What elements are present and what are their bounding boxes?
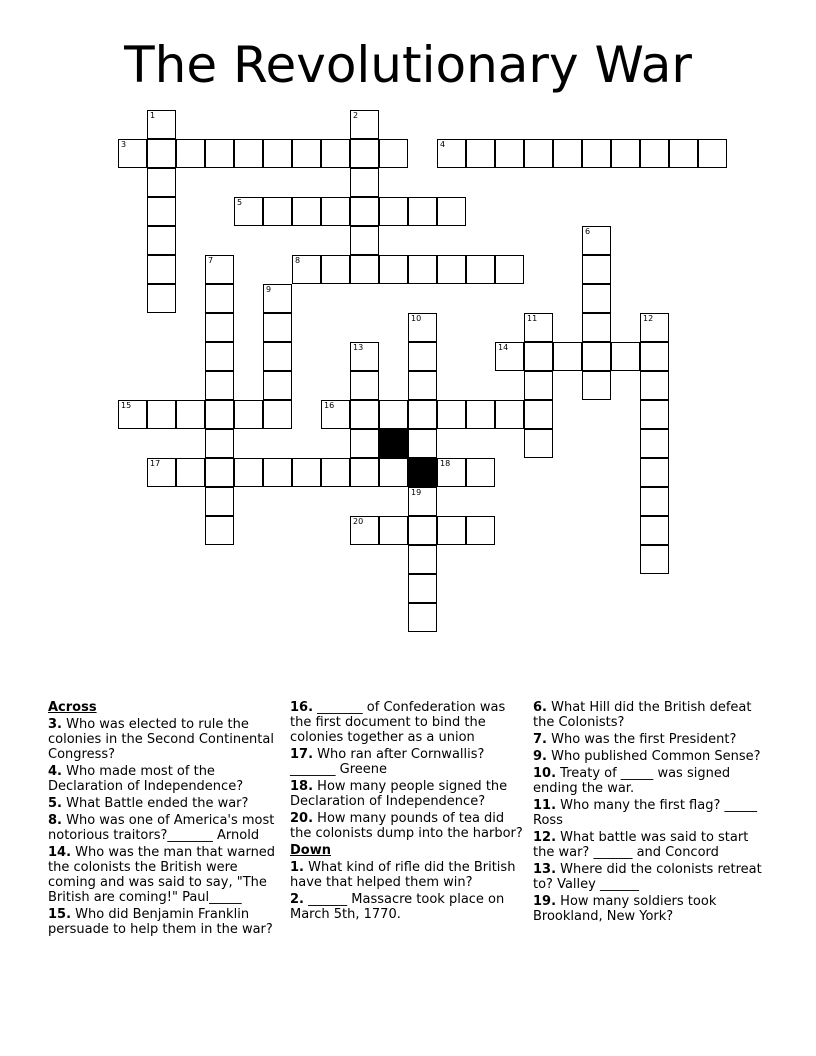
clue-item-text: Treaty of _____ was signed ending the war. <box>533 766 731 796</box>
grid-cell[interactable] <box>495 139 524 168</box>
grid-cell[interactable] <box>350 458 379 487</box>
grid-cell[interactable] <box>379 197 408 226</box>
grid-cell[interactable] <box>147 284 176 313</box>
clue-item <box>290 779 526 809</box>
clue-number: 13 <box>353 343 364 352</box>
grid-cell[interactable] <box>350 197 379 226</box>
grid-cell[interactable] <box>147 110 176 139</box>
grid-cell[interactable] <box>234 197 263 226</box>
clue-item-number: 2. <box>290 892 304 907</box>
grid-cell[interactable] <box>640 342 669 371</box>
grid-cell[interactable] <box>640 516 669 545</box>
clue-number: 8 <box>295 256 301 265</box>
clue-item <box>533 732 769 747</box>
clue-item-number: 5. <box>48 796 62 811</box>
clue-item-number: 9. <box>533 749 547 764</box>
grid-cell[interactable] <box>263 400 292 429</box>
grid-cell[interactable] <box>263 284 292 313</box>
clue-item-number: 10. <box>533 766 557 781</box>
clue-item <box>533 798 769 828</box>
clue-number: 3 <box>121 140 127 149</box>
clue-item-number: 18. <box>290 779 314 794</box>
clue-item-text: Who was the first President? <box>551 732 737 747</box>
grid-cell[interactable] <box>176 458 205 487</box>
grid-cell[interactable] <box>292 139 321 168</box>
black-square <box>379 429 408 458</box>
grid-cell[interactable] <box>408 545 437 574</box>
grid-cell[interactable] <box>524 342 553 371</box>
grid-cell[interactable] <box>263 458 292 487</box>
grid-cell[interactable] <box>263 313 292 342</box>
grid-cell[interactable] <box>582 342 611 371</box>
grid-cell[interactable] <box>321 400 350 429</box>
grid-cell[interactable] <box>524 429 553 458</box>
grid-cell[interactable] <box>640 139 669 168</box>
grid-cell[interactable] <box>292 458 321 487</box>
grid-cell[interactable] <box>350 255 379 284</box>
grid-cell[interactable] <box>147 255 176 284</box>
grid-cell[interactable] <box>582 139 611 168</box>
clue-item-text: How many pounds of tea did the colonists dump into the harbor? <box>290 811 523 841</box>
grid-cell[interactable] <box>350 371 379 400</box>
grid-cell[interactable] <box>495 342 524 371</box>
clue-number: 16 <box>324 401 335 410</box>
clue-item <box>290 700 526 745</box>
grid-cell[interactable] <box>466 255 495 284</box>
clue-number: 19 <box>411 488 422 497</box>
grid-cell[interactable] <box>640 313 669 342</box>
clues-column-3 <box>533 700 769 926</box>
clue-item-text: What Hill did the British defeat the Colonists? <box>533 700 752 730</box>
clue-item <box>48 764 284 794</box>
clue-item-number: 15. <box>48 907 72 922</box>
grid-cell[interactable] <box>640 429 669 458</box>
grid-cell[interactable] <box>205 487 234 516</box>
grid-cell[interactable] <box>408 342 437 371</box>
clue-number: 12 <box>643 314 654 323</box>
grid-cell[interactable] <box>553 342 582 371</box>
clue-number: 1 <box>150 111 156 120</box>
grid-cell[interactable] <box>234 400 263 429</box>
clue-item <box>48 845 284 905</box>
grid-cell[interactable] <box>640 371 669 400</box>
grid-cell[interactable] <box>263 139 292 168</box>
clue-item-text: Who was one of America's most notorious traitors?_______ Arnold <box>48 813 275 843</box>
clue-item <box>290 811 526 841</box>
clue-item <box>48 717 284 762</box>
clue-item <box>533 766 769 796</box>
grid-cell[interactable] <box>147 458 176 487</box>
grid-cell[interactable] <box>292 197 321 226</box>
grid-cell[interactable] <box>437 197 466 226</box>
grid-cell[interactable] <box>408 371 437 400</box>
grid-cell[interactable] <box>176 400 205 429</box>
clue-item <box>290 747 526 777</box>
grid-cell[interactable] <box>466 458 495 487</box>
grid-cell[interactable] <box>437 458 466 487</box>
grid-cell[interactable] <box>524 400 553 429</box>
grid-cell[interactable] <box>205 458 234 487</box>
clue-item <box>533 749 769 764</box>
clue-item <box>533 830 769 860</box>
clue-item-text: Who made most of the Declaration of Independence? <box>48 764 244 794</box>
grid-cell[interactable] <box>321 458 350 487</box>
clue-item <box>533 894 769 924</box>
grid-cell[interactable] <box>205 342 234 371</box>
grid-cell[interactable] <box>553 139 582 168</box>
grid-cell[interactable] <box>205 313 234 342</box>
grid-cell[interactable] <box>176 139 205 168</box>
grid-cell[interactable] <box>205 139 234 168</box>
clue-item-text: Who was the man that warned the colonists the British were coming and was said to say, "The British are coming!" Paul_____ <box>48 845 276 905</box>
puzzle-title: The Revolutionary War <box>124 36 692 94</box>
clue-number: 2 <box>353 111 359 120</box>
grid-cell[interactable] <box>408 429 437 458</box>
clue-item-text: Who ran after Cornwallis? _______ Greene <box>290 747 485 777</box>
clue-item-text: What kind of rifle did the British have that helped them win? <box>290 860 516 890</box>
clue-number: 6 <box>585 227 591 236</box>
clue-item-number: 7. <box>533 732 547 747</box>
grid-cell[interactable] <box>466 400 495 429</box>
grid-cell[interactable] <box>495 255 524 284</box>
clue-item <box>290 892 526 922</box>
clue-number: 20 <box>353 517 364 526</box>
grid-cell[interactable] <box>205 400 234 429</box>
grid-cell[interactable] <box>611 139 640 168</box>
grid-cell[interactable] <box>640 487 669 516</box>
grid-cell[interactable] <box>234 139 263 168</box>
grid-cell[interactable] <box>350 516 379 545</box>
clue-item <box>48 813 284 843</box>
grid-cell[interactable] <box>582 284 611 313</box>
clue-item-text: Who many the first flag? _____ Ross <box>533 798 757 828</box>
clue-number: 4 <box>440 140 446 149</box>
grid-cell[interactable] <box>234 458 263 487</box>
grid-cell[interactable] <box>582 255 611 284</box>
grid-cell[interactable] <box>147 400 176 429</box>
grid-cell[interactable] <box>437 255 466 284</box>
clue-item-number: 11. <box>533 798 557 813</box>
clue-item-text: How many people signed the Declaration of Independence? <box>290 779 508 809</box>
grid-cell[interactable] <box>379 458 408 487</box>
clue-number: 15 <box>121 401 132 410</box>
grid-cell[interactable] <box>495 400 524 429</box>
grid-cell[interactable] <box>408 400 437 429</box>
clue-item-text: What Battle ended the war? <box>66 796 249 811</box>
grid-cell[interactable] <box>408 197 437 226</box>
clue-item-number: 16. <box>290 700 314 715</box>
grid-cell[interactable] <box>118 400 147 429</box>
clue-item <box>290 860 526 890</box>
grid-cell[interactable] <box>408 487 437 516</box>
grid-cell[interactable] <box>205 516 234 545</box>
grid-cell[interactable] <box>669 139 698 168</box>
clue-item <box>533 700 769 730</box>
grid-cell[interactable] <box>263 342 292 371</box>
grid-cell[interactable] <box>582 226 611 255</box>
grid-cell[interactable] <box>524 139 553 168</box>
clue-item-number: 13. <box>533 862 557 877</box>
clue-item <box>48 796 284 811</box>
grid-cell[interactable] <box>321 197 350 226</box>
grid-cell[interactable] <box>640 400 669 429</box>
clue-number: 11 <box>527 314 538 323</box>
grid-cell[interactable] <box>263 371 292 400</box>
clue-section-heading: Across <box>48 700 97 715</box>
black-square <box>408 458 437 487</box>
grid-cell[interactable] <box>350 226 379 255</box>
clue-item-number: 6. <box>533 700 547 715</box>
grid-cell[interactable] <box>379 516 408 545</box>
clues-column-1 <box>48 700 284 939</box>
clue-item-number: 4. <box>48 764 62 779</box>
clue-item-number: 8. <box>48 813 62 828</box>
grid-cell[interactable] <box>524 313 553 342</box>
clue-item-number: 17. <box>290 747 314 762</box>
clue-number: 18 <box>440 459 451 468</box>
grid-cell[interactable] <box>698 139 727 168</box>
grid-cell[interactable] <box>292 255 321 284</box>
clue-number: 7 <box>208 256 214 265</box>
grid-cell[interactable] <box>524 371 553 400</box>
clue-item-text: ______ Massacre took place on March 5th, 1770. <box>290 892 505 922</box>
clue-item <box>533 862 769 892</box>
clue-item-number: 20. <box>290 811 314 826</box>
grid-cell[interactable] <box>147 197 176 226</box>
grid-cell[interactable] <box>350 429 379 458</box>
grid-cell[interactable] <box>408 603 437 632</box>
clue-number: 10 <box>411 314 422 323</box>
clues-column-2 <box>290 700 526 924</box>
grid-cell[interactable] <box>408 516 437 545</box>
clue-item-text: How many soldiers took Brookland, New York? <box>533 894 717 924</box>
grid-cell[interactable] <box>147 226 176 255</box>
grid-cell[interactable] <box>582 371 611 400</box>
grid-cell[interactable] <box>466 516 495 545</box>
grid-cell[interactable] <box>640 458 669 487</box>
grid-cell[interactable] <box>582 313 611 342</box>
clue-number: 9 <box>266 285 272 294</box>
grid-cell[interactable] <box>408 255 437 284</box>
clue-item-number: 1. <box>290 860 304 875</box>
grid-cell[interactable] <box>379 139 408 168</box>
grid-cell[interactable] <box>408 574 437 603</box>
clue-item-text: Who was elected to rule the colonies in the Second Continental Congress? <box>48 717 274 762</box>
grid-cell[interactable] <box>321 255 350 284</box>
grid-cell[interactable] <box>147 168 176 197</box>
grid-cell[interactable] <box>611 342 640 371</box>
grid-cell[interactable] <box>379 255 408 284</box>
clue-item <box>48 907 284 937</box>
grid-cell[interactable] <box>640 545 669 574</box>
clue-number: 5 <box>237 198 243 207</box>
clue-item-text: What battle was said to start the war? ______ and Concord <box>533 830 749 860</box>
clue-item-number: 12. <box>533 830 557 845</box>
grid-cell[interactable] <box>321 139 350 168</box>
grid-cell[interactable] <box>350 110 379 139</box>
clue-section-heading: Down <box>290 843 331 858</box>
clue-item-number: 14. <box>48 845 72 860</box>
grid-cell[interactable] <box>205 284 234 313</box>
grid-cell[interactable] <box>437 400 466 429</box>
clue-item-text: Who did Benjamin Franklin persuade to help them in the war? <box>48 907 273 937</box>
clue-number: 14 <box>498 343 509 352</box>
grid-cell[interactable] <box>350 168 379 197</box>
grid-cell[interactable] <box>350 342 379 371</box>
grid-cell[interactable] <box>147 139 176 168</box>
grid-cell[interactable] <box>350 139 379 168</box>
grid-cell[interactable] <box>205 429 234 458</box>
grid-cell[interactable] <box>263 197 292 226</box>
grid-cell[interactable] <box>466 139 495 168</box>
grid-cell[interactable] <box>408 313 437 342</box>
grid-cell[interactable] <box>437 516 466 545</box>
grid-cell[interactable] <box>350 400 379 429</box>
clue-item-number: 19. <box>533 894 557 909</box>
clue-number: 17 <box>150 459 161 468</box>
clue-item-text: Where did the colonists retreat to? Valley ______ <box>533 862 762 892</box>
grid-cell[interactable] <box>118 139 147 168</box>
grid-cell[interactable] <box>379 400 408 429</box>
clue-item-text: Who published Common Sense? <box>551 749 761 764</box>
clue-item-number: 3. <box>48 717 62 732</box>
grid-cell[interactable] <box>205 371 234 400</box>
grid-cell[interactable] <box>437 139 466 168</box>
clue-item-text: _______ of Confederation was the first document to bind the colonies together as a union <box>290 700 506 745</box>
grid-cell[interactable] <box>205 255 234 284</box>
